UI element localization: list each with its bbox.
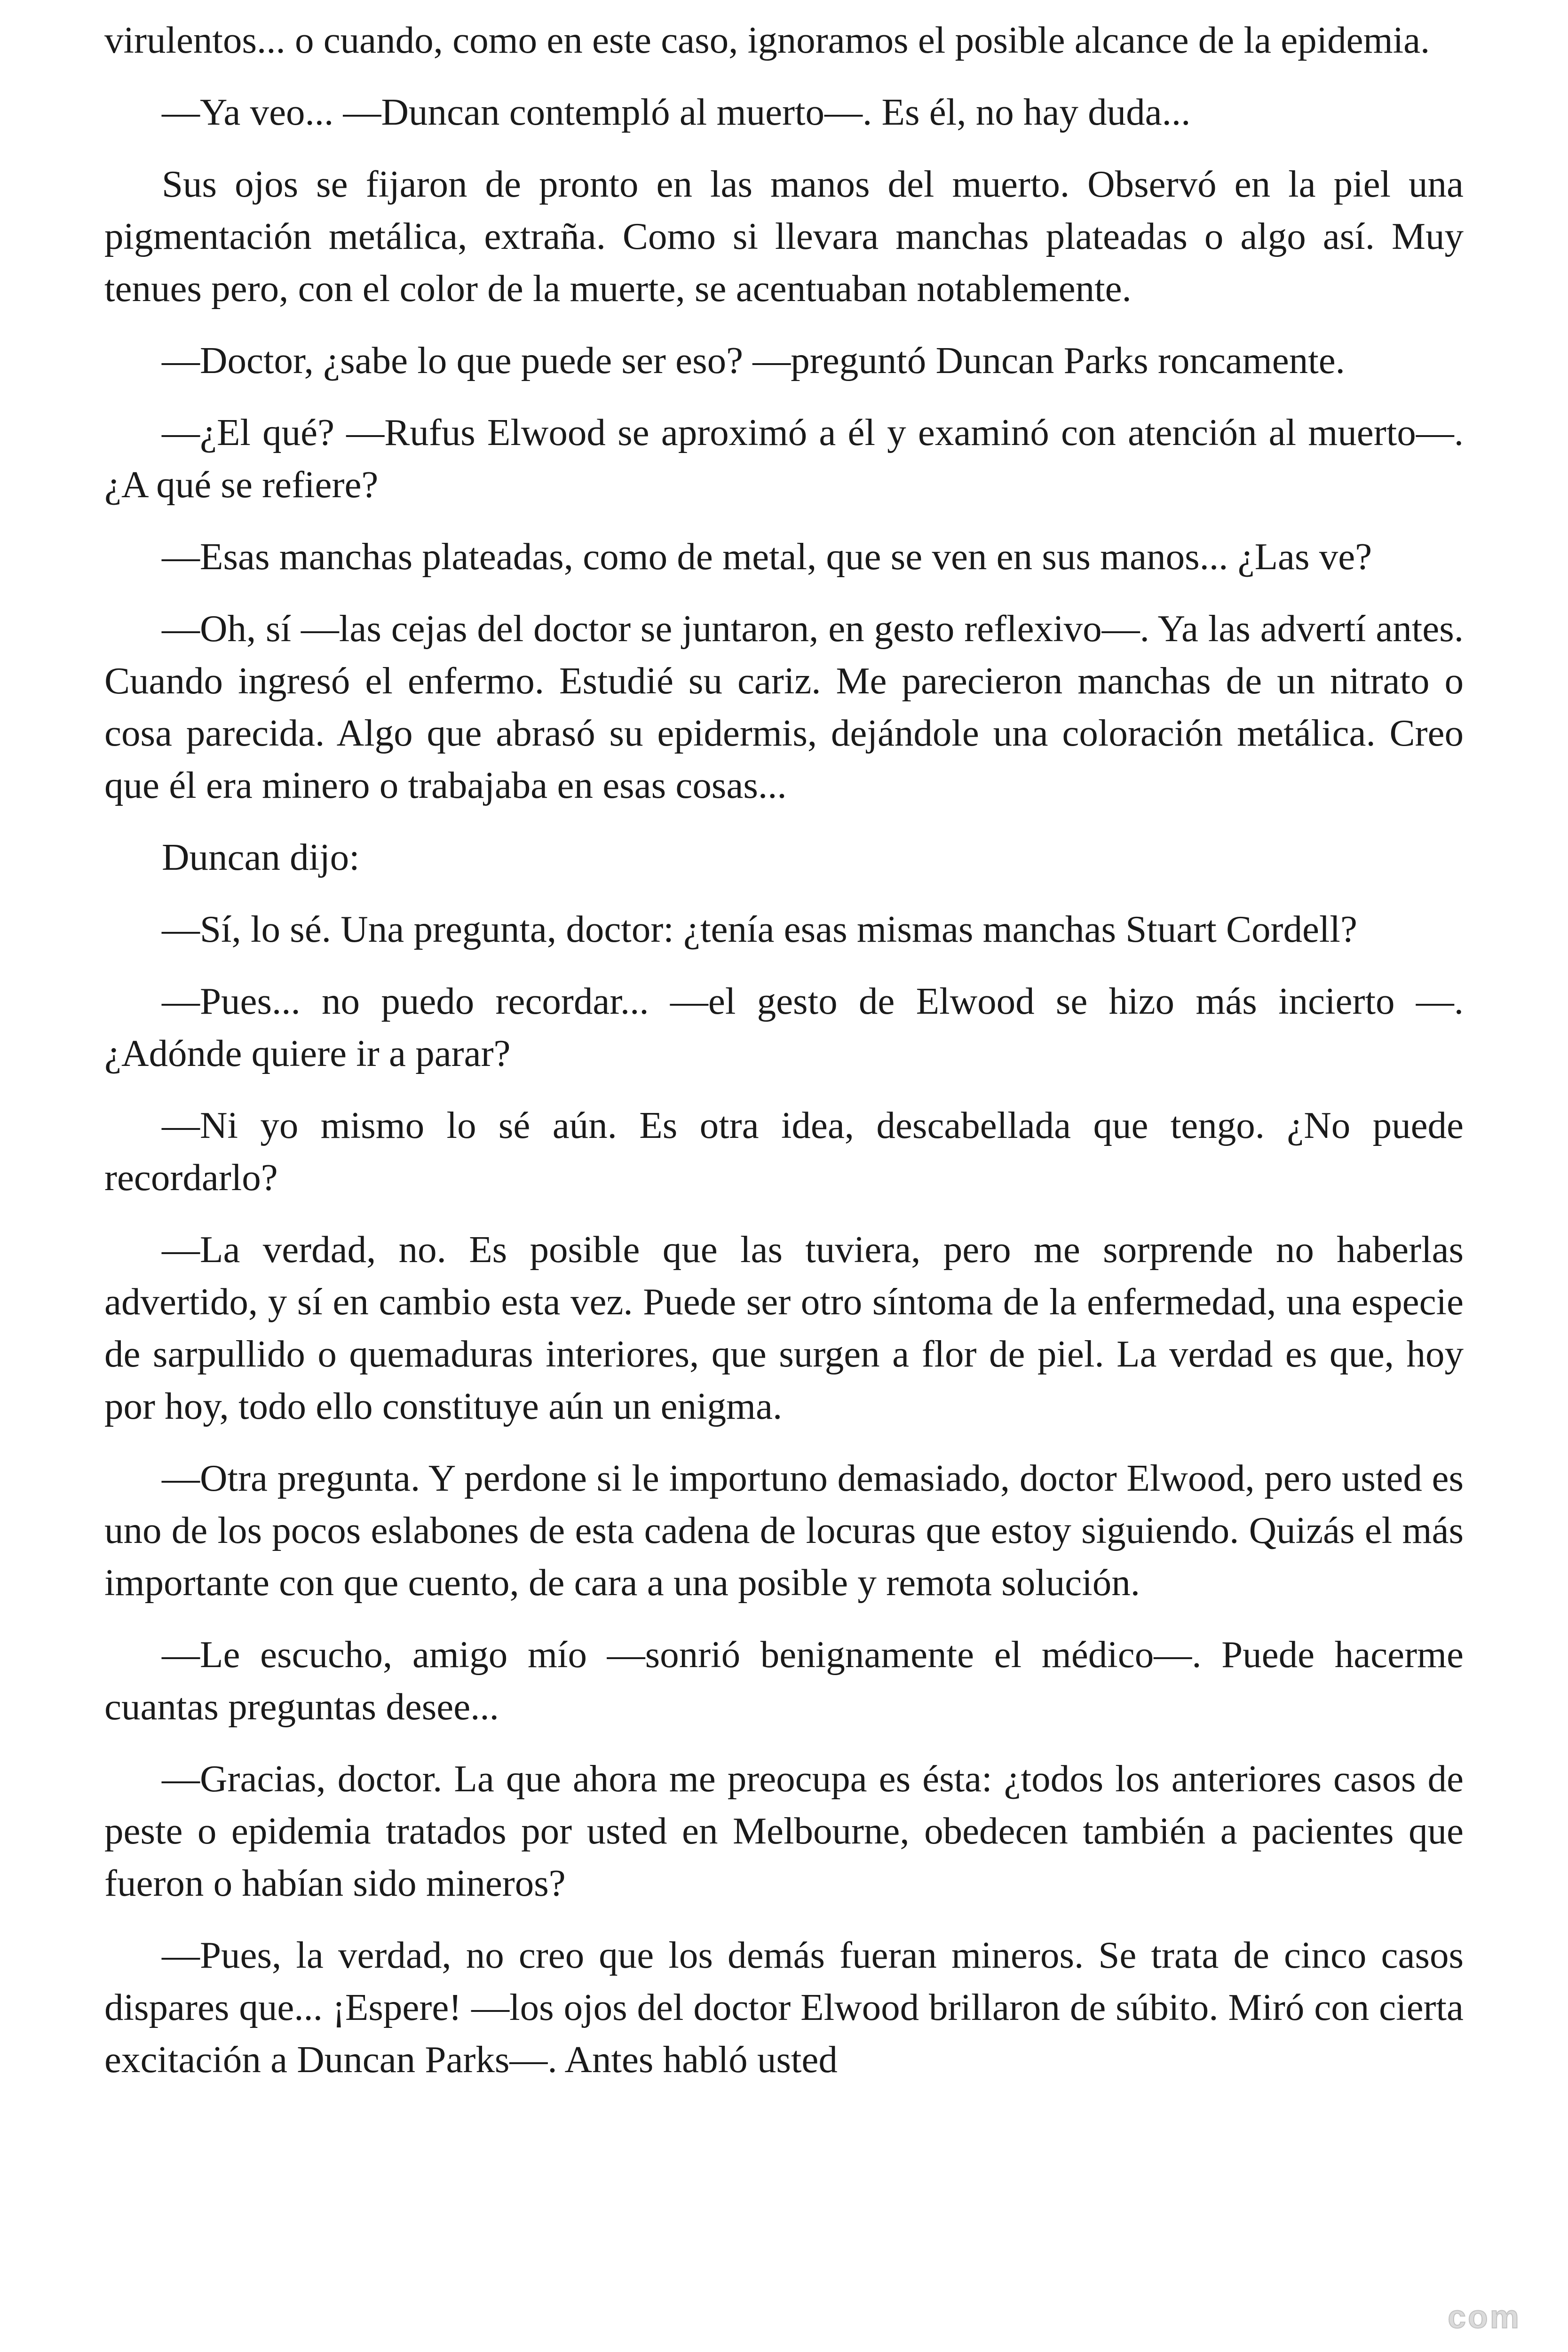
paragraph: virulentos... o cuando, como en este caso, ignoramos el posible alcance de la epidemia. (104, 19, 1430, 61)
paragraph: —Otra pregunta. Y perdone si le importuno demasiado, doctor Elwood, pero usted es uno de los pocos eslabones de esta cadena de locuras que estoy siguiendo. Quizás el más importante con que cuento, de cara a una posible y remota solución. (104, 1457, 1464, 1604)
paragraph: —Le escucho, amigo mío —sonrió benignamente el médico—. Puede hacerme cuantas preguntas desee... (104, 1633, 1464, 1728)
paragraph: —Oh, sí —las cejas del doctor se juntaron, en gesto reflexivo—. Ya las advertí antes. Cuando ingresó el enfermo. Estudié su cariz. Me parecieron manchas de un nitrato o cosa parecida. Algo que abrasó su epidermis, dejándole una coloración metálica. Creo que él era minero o trabajaba en esas cosas... (104, 607, 1464, 806)
paragraph: Sus ojos se fijaron de pronto en las manos del muerto. Observó en la piel una pigmentación metálica, extraña. Como si llevara manchas plateadas o algo así. Muy tenues pero, con el color de la muerte, se acentuaban notablemente. (104, 163, 1464, 310)
paragraph: —Pues... no puedo recordar... —el gesto de Elwood se hizo más incierto —. ¿Adónde quiere ir a parar? (104, 980, 1464, 1074)
paragraph: —Pues, la verdad, no creo que los demás fueran mineros. Se trata de cinco casos dispares que... ¡Espere! —los ojos del doctor Elwood brillaron de súbito. Miró con cierta excitación a Duncan Parks—. Antes habló usted (104, 1934, 1464, 2081)
paragraph: —Ni yo mismo lo sé aún. Es otra idea, descabellada que tengo. ¿No puede recordarlo? (104, 1104, 1464, 1199)
paragraph: —Doctor, ¿sabe lo que puede ser eso? —preguntó Duncan Parks roncamente. (162, 339, 1345, 381)
paragraph: —¿El qué? —Rufus Elwood se aproximó a él y examinó con atención al muerto—. ¿A qué se refiere? (104, 411, 1464, 506)
document-page (104, 14, 1464, 2106)
paragraph: Duncan dijo: (162, 836, 360, 878)
paragraph: —Esas manchas plateadas, como de metal, que se ven en sus manos... ¿Las ve? (162, 535, 1372, 578)
paragraph: —Gracias, doctor. La que ahora me preocupa es ésta: ¿todos los anteriores casos de peste o epidemia tratados por usted en Melbourne, obedecen también a pacientes que fueron o habían sido mineros? (104, 1757, 1464, 1904)
paragraph: —Sí, lo sé. Una pregunta, doctor: ¿tenía esas mismas manchas Stuart Cordell? (162, 908, 1357, 950)
watermark: com (1448, 2298, 1521, 2335)
paragraph: —La verdad, no. Es posible que las tuviera, pero me sorprende no haberlas advertido, y sí en cambio esta vez. Puede ser otro síntoma de la enfermedad, una especie de sarpullido o quemaduras interiores, que surgen a flor de piel. La verdad es que, hoy por hoy, todo ello constituye aún un enigma. (104, 1228, 1464, 1427)
paragraph: —Ya veo... —Duncan contempló al muerto—. Es él, no hay duda... (162, 91, 1191, 133)
